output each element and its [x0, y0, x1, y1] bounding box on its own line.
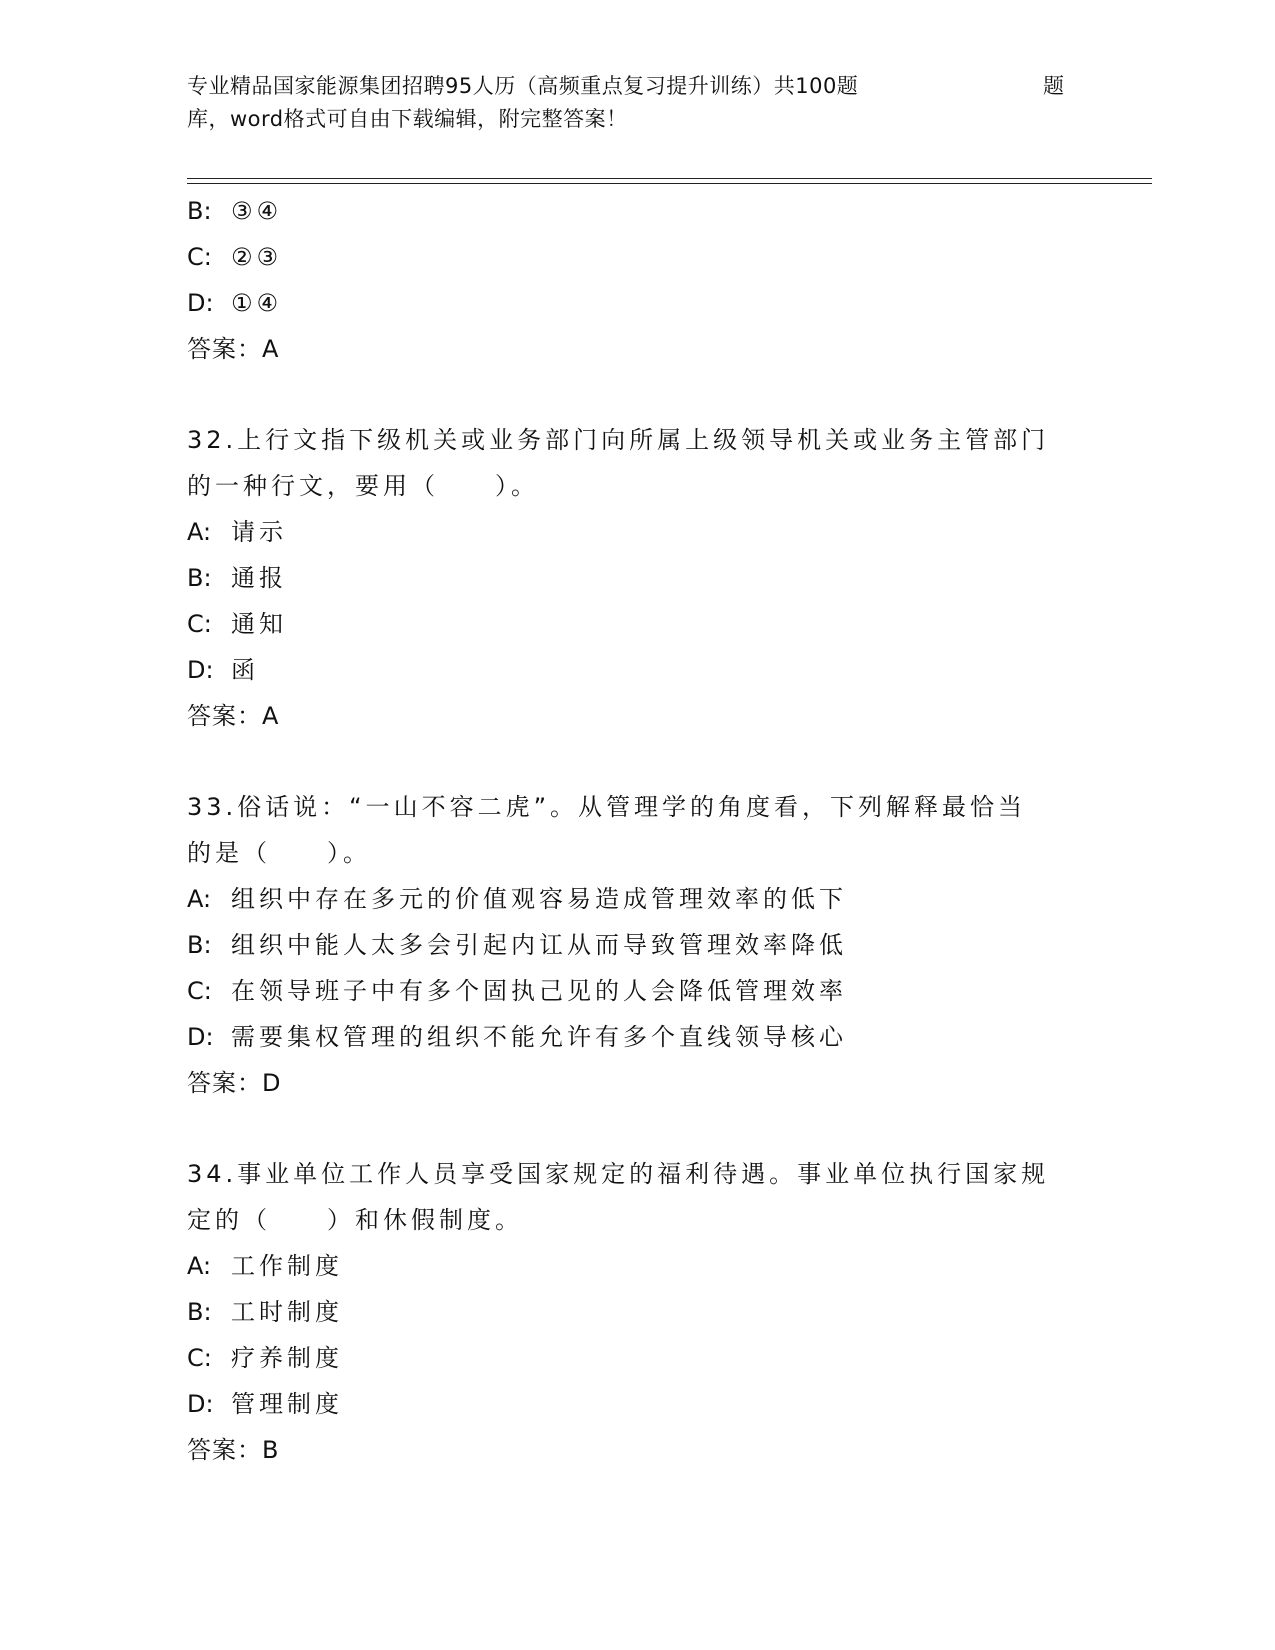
answer: 答案：A: [187, 335, 280, 363]
header-title-trail: 题: [1043, 74, 1065, 98]
option-d: D: 管理制度: [187, 1390, 343, 1418]
document-body: [187, 188, 1087, 1473]
option-c: C: 疗养制度: [187, 1344, 343, 1372]
option-b: B: 工时制度: [187, 1298, 343, 1326]
question-34: [187, 1151, 1087, 1473]
question-stem-line-1: 33.俗话说：“一山不容二虎”。从管理学的角度看，下列解释最恰当: [187, 793, 1027, 821]
answer: 答案：B: [187, 1436, 280, 1464]
question-31-continued: [187, 188, 1087, 372]
question-stem-line-2: 定的（ ）和休假制度。: [187, 1206, 523, 1234]
option-a: A: 请示: [187, 518, 287, 546]
option-a: A: 工作制度: [187, 1252, 343, 1280]
option-d: D: 需要集权管理的组织不能允许有多个直线领导核心: [187, 1023, 847, 1051]
header-line-2: 库，word格式可自由下载编辑，附完整答案！: [187, 107, 628, 131]
answer: 答案：D: [187, 1069, 282, 1097]
header-title: 专业精品国家能源集团招聘95人历（高频重点复习提升训练）共100题: [187, 74, 859, 98]
question-stem-line-1: 32.上行文指下级机关或业务部门向所属上级领导机关或业务主管部门: [187, 426, 1050, 454]
answer: 答案：A: [187, 702, 280, 730]
option-d: D: 函: [187, 656, 259, 684]
option-b: B: 通报: [187, 564, 287, 592]
header-rule-top: [187, 178, 1152, 179]
question-stem-line-2: 的一种行文，要用（ ）。: [187, 472, 539, 500]
option-d: D: ①④: [187, 289, 283, 317]
option-c: C: ②③: [187, 243, 283, 271]
page-header: [187, 70, 1067, 136]
question-33: [187, 784, 1087, 1106]
header-rule-bottom: [187, 183, 1152, 184]
question-32: [187, 417, 1087, 739]
header-line-1: [187, 70, 1067, 103]
option-c: C: 通知: [187, 610, 287, 638]
option-a: A: 组织中存在多元的价值观容易造成管理效率的低下: [187, 885, 847, 913]
question-stem-line-1: 34.事业单位工作人员享受国家规定的福利待遇。事业单位执行国家规: [187, 1160, 1050, 1188]
option-b: B: 组织中能人太多会引起内讧从而导致管理效率降低: [187, 931, 847, 959]
question-stem-line-2: 的是（ ）。: [187, 839, 371, 867]
option-c: C: 在领导班子中有多个固执己见的人会降低管理效率: [187, 977, 847, 1005]
option-b: B: ③④: [187, 197, 283, 225]
